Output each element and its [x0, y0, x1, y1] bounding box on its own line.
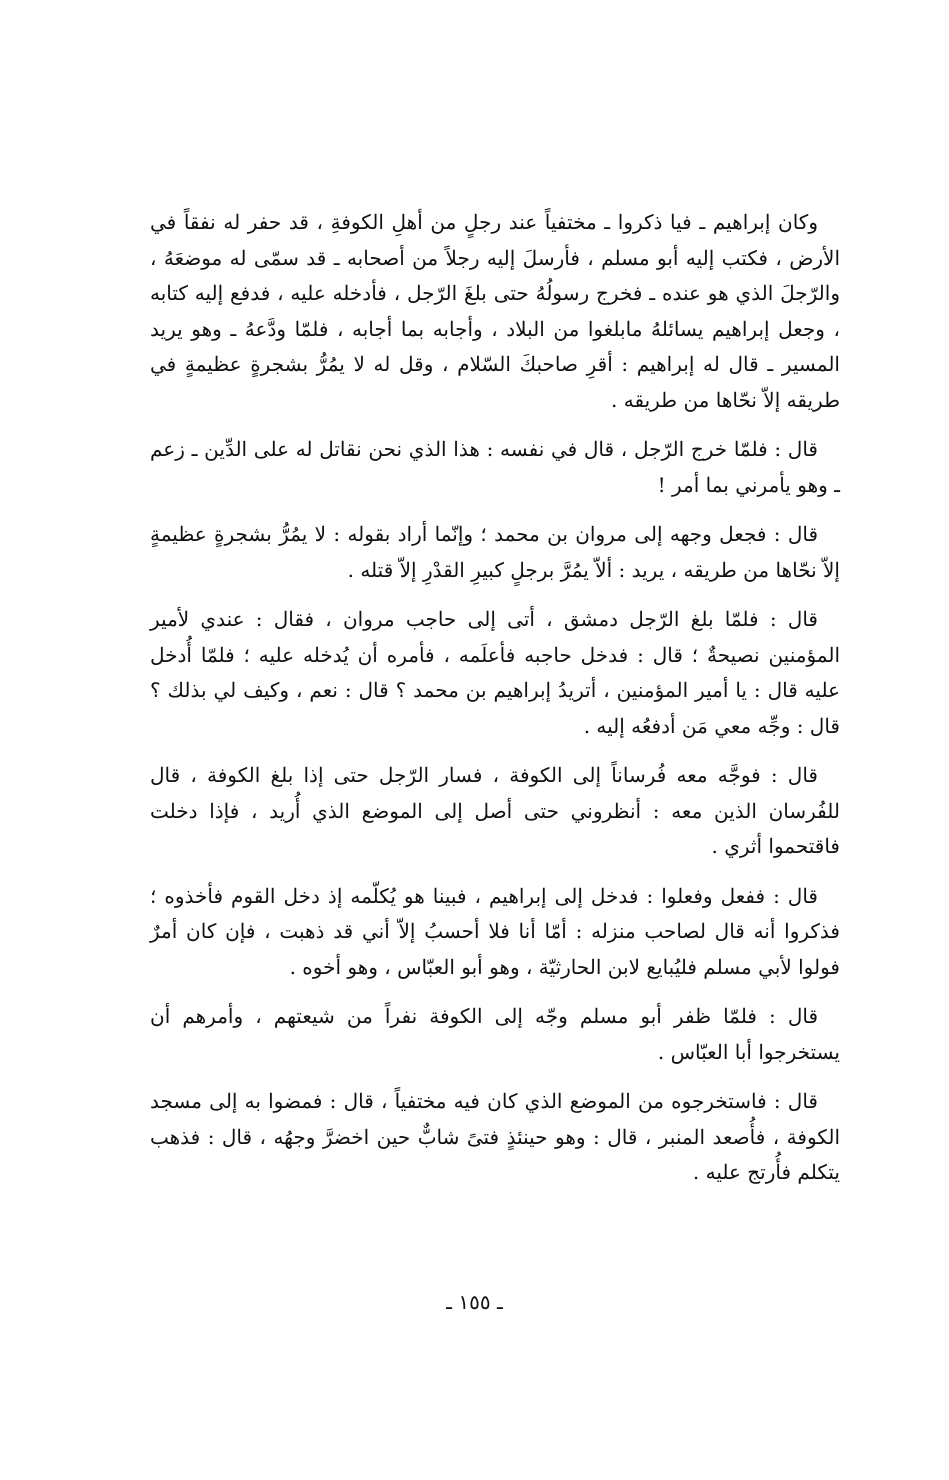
page-number: ـ ١٥٥ ـ	[446, 1290, 503, 1314]
paragraph-7: قال : فلمّا ظفر أبو مسلم وجّه إلى الكوفة نفراً من شيعتهم ، وأمرهم أن يستخرجوا أبا العبّاس .	[150, 1004, 840, 1064]
paragraph-3: قال : فجعل وجهه إلى مروان بن محمد ؛ وإنّما أراد بقوله : لا يمُرُّ بشجرةٍ عظيمةٍ إلاّ نحّاها من طريقه ، يريد : ألاّ يمُرَّ برجلٍ كبيرِ القدْرِ إلاّ قتله .	[150, 522, 840, 582]
paragraph-4: قال : فلمّا بلغ الرّجل دمشق ، أتى إلى حاجب مروان ، فقال : عندي لأمير المؤمنين نصيحةٌ ؛ قال : فدخل حاجبه فأعلَمه ، فأمره أن يُدخله عليه ؛ فلمّا أُدخل عليه قال : يا أمير المؤمنين ، أتريدُ إبراهيم بن محمد ؟ قال : نعم ، وكيف لي بذلك ؟ قال : وجِّه معي مَن أدفعُه إليه .	[150, 607, 840, 738]
paragraph-5: قال : فوجَّه معه فُرساناً إلى الكوفة ، فسار الرّجل حتى إذا بلغ الكوفة ، قال للفُرسان الذين معه : أنظروني حتى أصل إلى الموضع الذي أُريد ، فإذا دخلت فاقتحموا أثري .	[150, 763, 840, 858]
paragraph-2: قال : فلمّا خرج الرّجل ، قال في نفسه : هذا الذي نحن نقاتل له على الدِّين ـ زعم ـ وهو يأمرني بما أمر !	[150, 437, 840, 497]
page-body	[150, 205, 840, 1191]
paragraph-1: وكان إبراهيم ـ فيا ذكروا ـ مختفياً عند رجلٍ من أهلِ الكوفةِ ، قد حفر له نفقاً في الأرض ، فكتب إليه أبو مسلم ، فأرسلَ إليه رجلاً من أصحابه ـ قد سمّى له موضعَهُ ، والرّجلَ الذي هو عنده ـ فخرج رسولُهُ حتى بلغَ الرّجل ، فأدخله عليه ، فدفع إليه كتابه ، وجعل إبراهيم يسائلهُ مابلغوا من البلاد ، وأجابه بما أجابه ، فلمّا ودَّعهُ ـ وهو يريد المسير ـ قال له إبراهيم : أقرِ صاحبكَ السّلام ، وقل له لا يمُرُّ بشجرةٍ عظيمةٍ في طريقه إلاّ نحّاها من طريقه .	[150, 210, 840, 412]
paragraph-6: قال : ففعل وفعلوا : فدخل إلى إبراهيم ، فبينا هو يُكلّمه إذ دخل القوم فأخذوه ؛ فذكروا أنه قال لصاحب منزله : أمّا أنا فلا أحسبُ إلاّ أني قد ذهبت ، فإن كان أمرٌ فولوا لأبي مسلم فليُبايع لابن الحارثيّة ، وهو أبو العبّاس ، وهو أخوه .	[150, 883, 840, 979]
paragraph-8: قال : فاستخرجوه من الموضع الذي كان فيه مختفياً ، قال : فمضوا به إلى مسجد الكوفة ، فأُصعد المنبر ، قال : وهو حينئذٍ فتىً شابٌّ حين اخضرَّ وجهُه ، قال : فذهب يتكلم فأُرتج عليه .	[150, 1089, 840, 1184]
